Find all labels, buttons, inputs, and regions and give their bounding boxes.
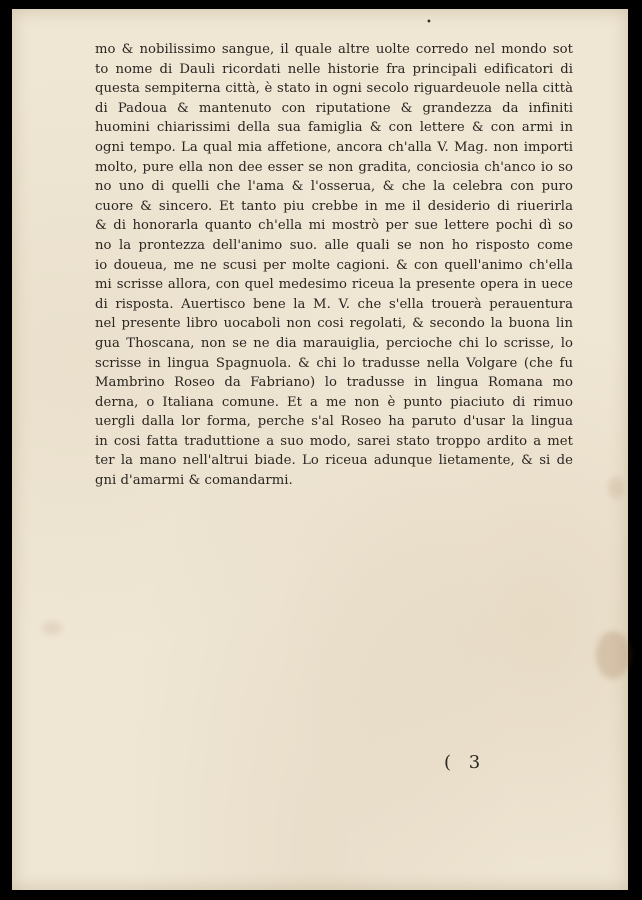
text-line: ogni tempo. La qual mia affetione, ancora ch'alla V. Mag. non importi — [95, 139, 573, 155]
page-number: ( 3 — [444, 752, 487, 773]
paper-stain — [596, 631, 630, 679]
text-line: io doueua, me ne scusi per molte cagioni. & con quell'animo ch'ella — [95, 257, 573, 273]
text-line: huomini chiarissimi della sua famiglia & con lettere & con armi in — [95, 120, 573, 136]
body-text — [95, 40, 573, 491]
text-line: mo & nobilissimo sangue, il quale altre uolte corredo nel mondo sot — [95, 42, 573, 57]
text-line: questa sempiterna città, è stato in ogni secolo riguardeuole nella città — [95, 81, 573, 97]
text-line: di Padoua & mantenuto con riputatione & grandezza da infiniti — [95, 100, 573, 116]
paper-stain — [42, 621, 62, 635]
text-line: no uno di quelli che l'ama & l'osserua, & che la celebra con puro — [95, 179, 573, 195]
text-line: mi scrisse allora, con quel medesimo riceua la presente opera in uece — [95, 277, 573, 293]
text-line: no la prontezza dell'animo suo. alle quali se non ho risposto come — [95, 237, 573, 253]
text-line: & di honorarla quanto ch'ella mi mostrò per sue lettere pochi dì so — [95, 218, 573, 234]
text-line: nel presente libro uocaboli non cosi regolati, & secondo la buona lin — [95, 316, 573, 332]
text-line: molto, pure ella non dee esser se non gradita, conciosia ch'anco io so — [95, 159, 573, 175]
text-line: ter la mano nell'altrui biade. Lo riceua adunque lietamente, & si de — [95, 453, 573, 469]
text-line: scrisse in lingua Spagnuola. & chi lo tradusse nella Volgare (che fu — [95, 355, 573, 371]
text-line: di risposta. Auertisco bene la M. V. che s'ella trouerà perauentura — [95, 296, 573, 312]
text-line: gua Thoscana, non se ne dia marauiglia, percioche chi lo scrisse, lo — [95, 335, 573, 351]
text-line: cuore & sincero. Et tanto piu crebbe in me il desiderio di riuerirla — [95, 198, 573, 214]
header-mark: • — [426, 17, 432, 28]
text-line: in cosi fatta traduttione a suo modo, sarei stato troppo ardito a met — [95, 433, 573, 449]
text-line: derna, o Italiana comune. Et a me non è punto piaciuto di rimuo — [95, 394, 573, 410]
text-line: gni d'amarmi & comandarmi. — [95, 473, 293, 489]
text-line: uergli dalla lor forma, perche s'al Roseo ha paruto d'usar la lingua — [95, 414, 573, 430]
text-line: to nome di Dauli ricordati nelle historie fra principali edificatori di — [95, 61, 573, 77]
text-line: Mambrino Roseo da Fabriano) lo tradusse in lingua Romana mo — [95, 375, 573, 391]
paper-stain — [608, 477, 624, 499]
